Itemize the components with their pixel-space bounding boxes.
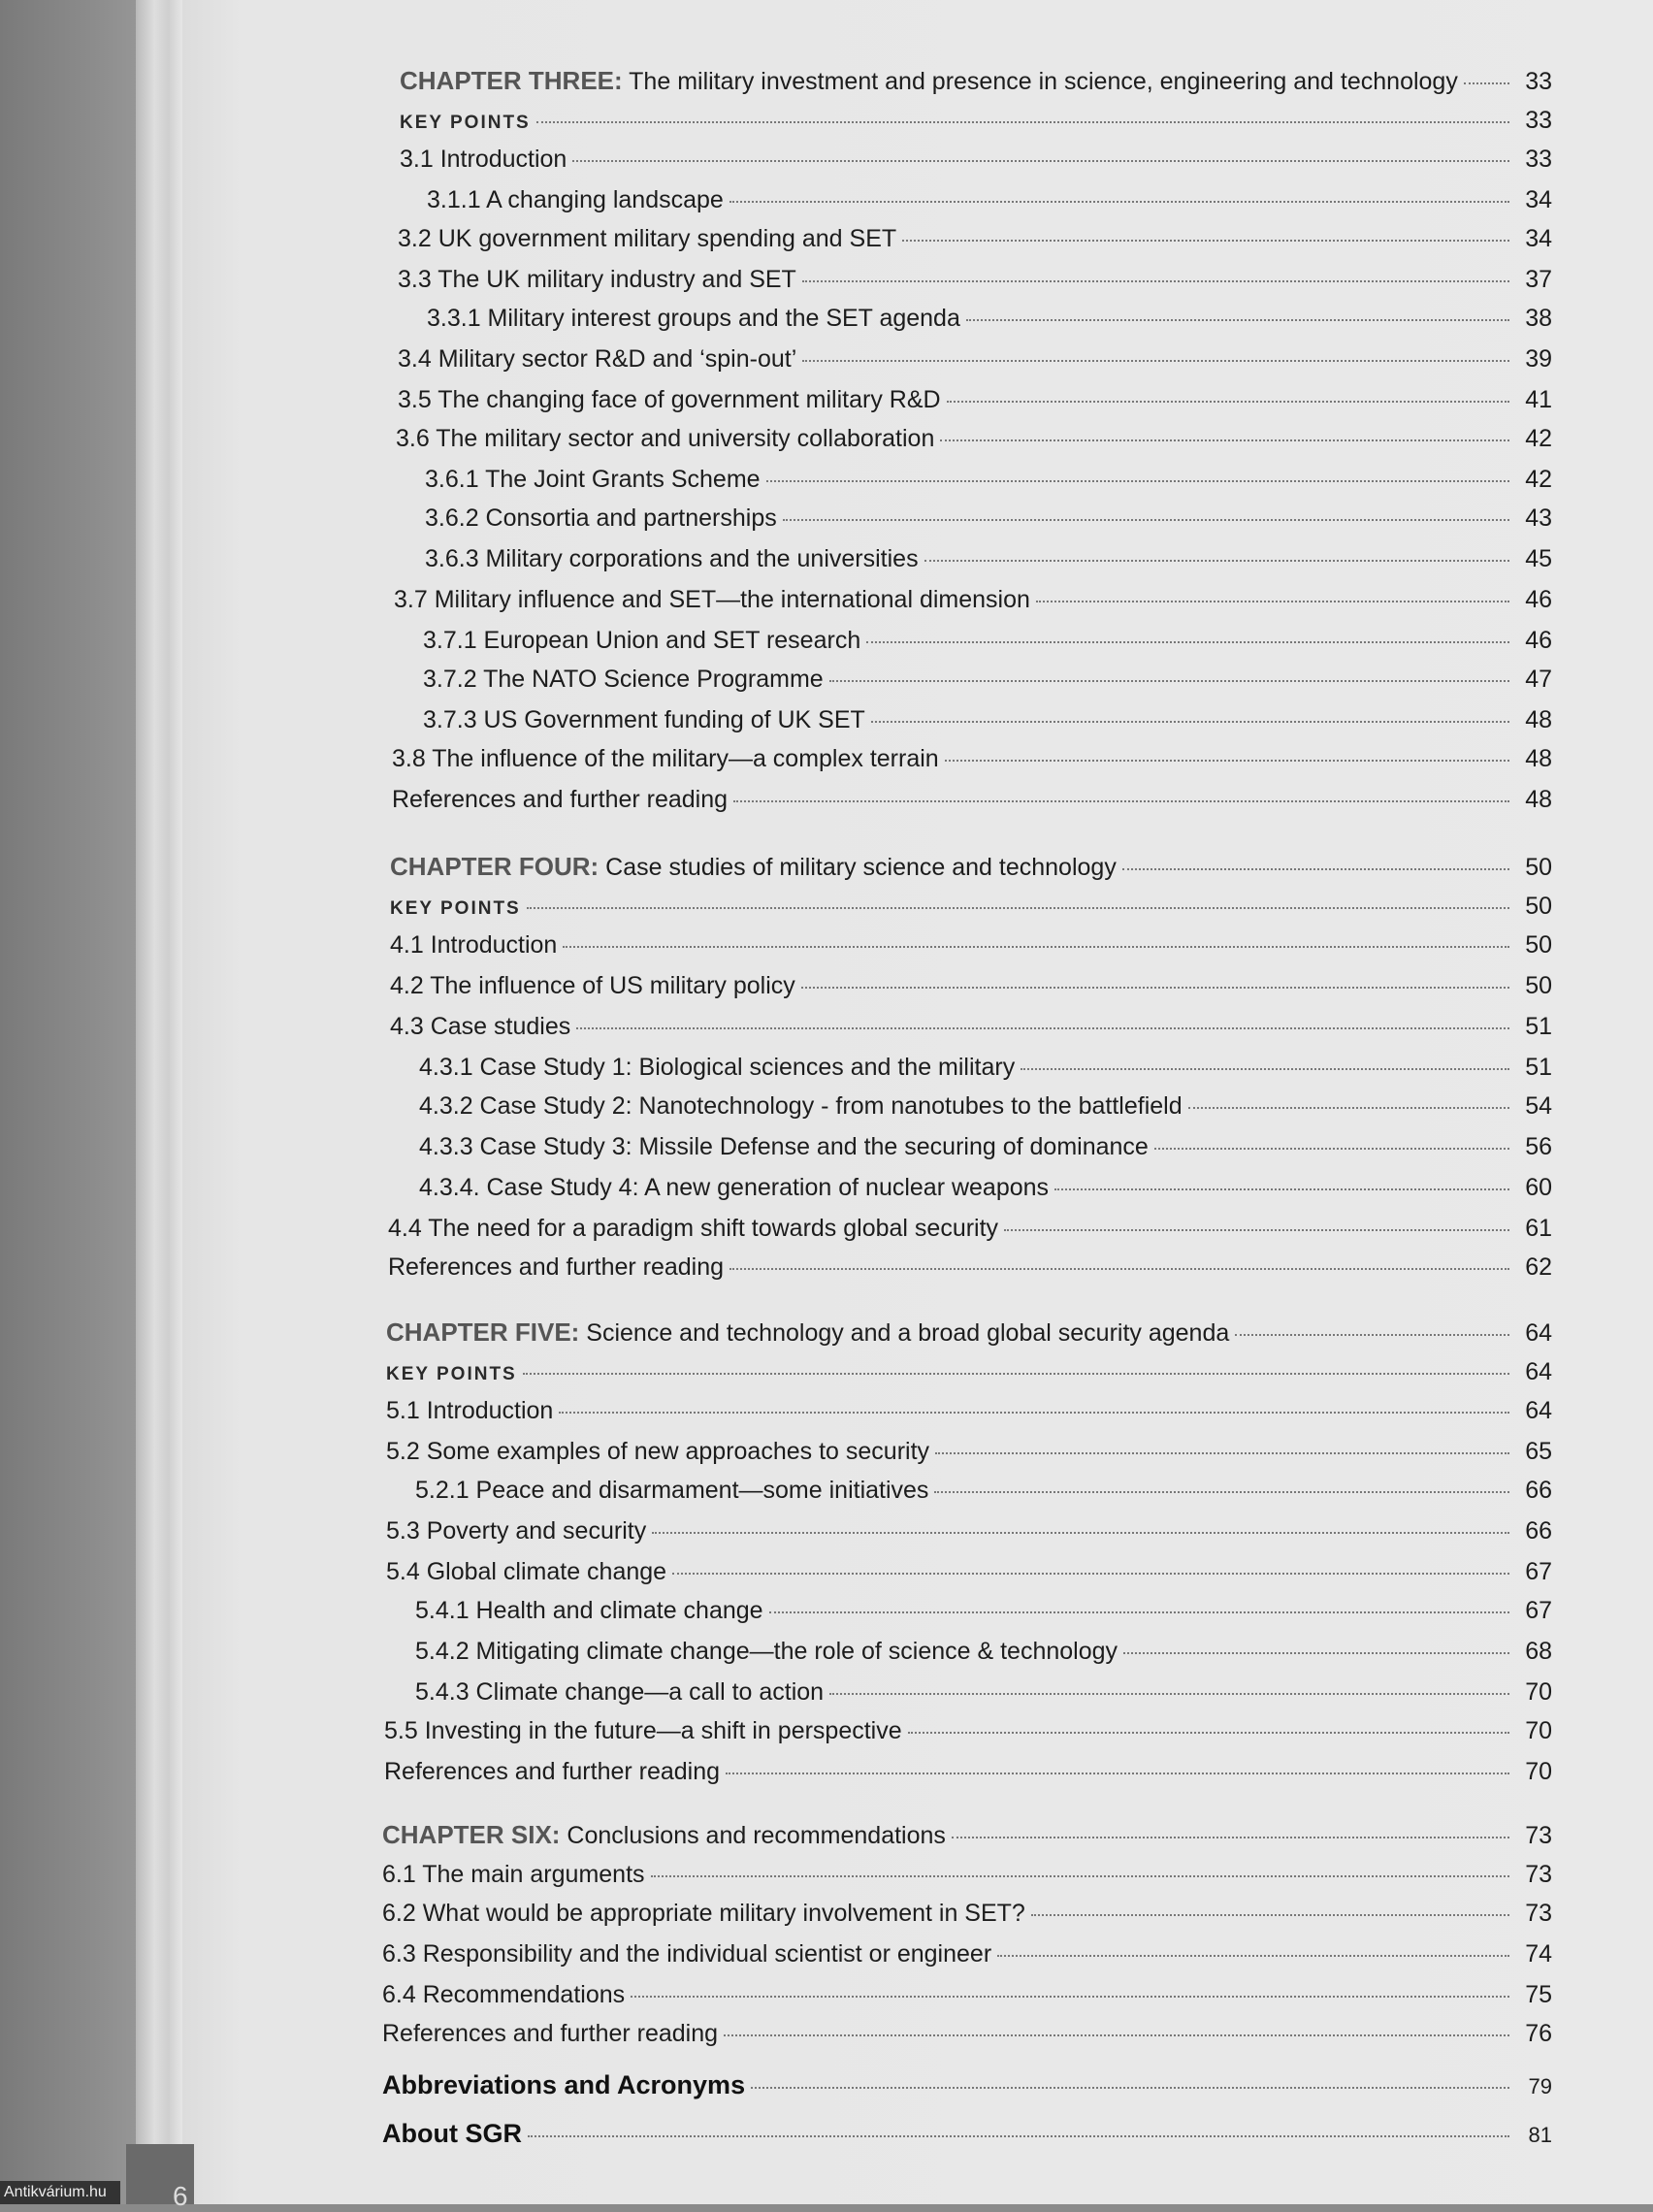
toc-entry-label: 5.2 Some examples of new approaches to security: [386, 1438, 930, 1465]
dot-leader: [1123, 1652, 1509, 1654]
toc-entry-row[interactable]: [392, 786, 1552, 814]
toc-page-number: 70: [1525, 1717, 1552, 1744]
toc-page-number: 60: [1525, 1174, 1552, 1201]
toc-chapter-row[interactable]: [390, 852, 1552, 882]
watermark: Antikvárium.hu: [0, 2181, 120, 2204]
dot-leader: [729, 201, 1509, 203]
toc-entry-label: 5.3 Poverty and security: [386, 1517, 647, 1545]
toc-entry-label: [400, 66, 1458, 96]
toc-entry-row[interactable]: [415, 1597, 1552, 1625]
toc-page-number: 66: [1525, 1477, 1552, 1504]
toc-entry-row[interactable]: [386, 1558, 1552, 1586]
toc-page-number: 38: [1525, 305, 1552, 332]
dot-leader: [724, 2034, 1509, 2036]
dot-leader: [528, 2135, 1509, 2137]
toc-page-number: 48: [1525, 786, 1552, 813]
toc-entry-row[interactable]: [386, 1438, 1552, 1466]
dot-leader: [1004, 1229, 1509, 1231]
dot-leader: [935, 1452, 1509, 1454]
toc-entry-label: 4.3.4. Case Study 4: A new generation of nuclear weapons: [419, 1174, 1050, 1201]
toc-page-number: 64: [1525, 1397, 1552, 1424]
toc-entry-label: 5.4.3 Climate change—a call to action: [415, 1678, 825, 1706]
toc-entry-row[interactable]: [419, 1092, 1552, 1121]
toc-entry-row[interactable]: [382, 1861, 1552, 1889]
toc-page-number: 73: [1525, 1822, 1552, 1849]
toc-page-number: 37: [1525, 266, 1552, 293]
toc-chapter-row[interactable]: [386, 1317, 1552, 1348]
toc-page-number: 50: [1525, 854, 1552, 881]
toc-entry-row[interactable]: [382, 2119, 1552, 2149]
dot-leader: [536, 121, 1509, 123]
toc-entry-row[interactable]: [398, 225, 1552, 253]
toc-entry-label: 3.5 The changing face of government military R&D: [398, 386, 941, 413]
toc-entry-label: 3.2 UK government military spending and SET: [398, 225, 897, 252]
toc-page-number: 66: [1525, 1517, 1552, 1545]
page-number: 6: [173, 2181, 188, 2211]
toc-entry-row[interactable]: [398, 266, 1552, 294]
toc-page-number: 76: [1525, 2020, 1552, 2047]
toc-page-number: 51: [1525, 1054, 1552, 1081]
dot-leader: [966, 319, 1509, 321]
dot-leader: [940, 439, 1509, 441]
toc-entry-row[interactable]: [382, 1981, 1552, 2009]
toc-entry-label: 4.3 Case studies: [390, 1013, 571, 1040]
dot-leader: [1188, 1107, 1509, 1109]
toc-entry-label: 4.3.3 Case Study 3: Missile Defense and the securing of dominance: [419, 1133, 1149, 1160]
toc-page-number: 62: [1525, 1253, 1552, 1281]
toc-entry-row[interactable]: [400, 146, 1552, 174]
dot-leader: [559, 1412, 1509, 1414]
toc-chapter-row[interactable]: [400, 66, 1552, 96]
toc-entry-label: 3.6 The military sector and university collaboration: [396, 425, 935, 452]
dot-leader: [924, 560, 1509, 562]
toc-page-number: 33: [1525, 68, 1552, 95]
dot-leader: [527, 907, 1509, 909]
toc-page-number: 81: [1528, 2123, 1552, 2147]
chapter-heading: CHAPTER THREE:: [400, 66, 623, 95]
toc-page-number: 73: [1525, 1861, 1552, 1888]
toc-entry-row[interactable]: [423, 666, 1552, 694]
toc-page-number: 61: [1525, 1215, 1552, 1242]
toc-page-number: 67: [1525, 1558, 1552, 1585]
toc-page-number: 74: [1525, 1940, 1552, 1968]
toc-page-number: 64: [1525, 1358, 1552, 1385]
toc-entry-label: 3.7.3 US Government funding of UK SET: [423, 706, 865, 733]
chapter-heading: CHAPTER FOUR:: [390, 852, 600, 881]
toc-page-number: 79: [1528, 2074, 1552, 2098]
toc-entry-row[interactable]: [425, 466, 1552, 494]
toc-page-number: 70: [1525, 1678, 1552, 1706]
dot-leader: [902, 240, 1509, 242]
toc-entry-label: 6.4 Recommendations: [382, 1981, 626, 2008]
dot-leader: [934, 1491, 1509, 1493]
toc-page-number: 75: [1525, 1981, 1552, 2008]
toc-entry-label: 5.4.2 Mitigating climate change—the role of science & technology: [415, 1638, 1118, 1665]
toc-entry-row[interactable]: [388, 1253, 1552, 1282]
chapter-title: The military investment and presence in science, engineering and technology: [622, 68, 1458, 95]
chapter-heading: CHAPTER SIX:: [382, 1820, 561, 1849]
chapter-title: Case studies of military science and technology: [599, 854, 1117, 881]
dot-leader: [945, 760, 1509, 762]
dot-leader: [729, 1268, 1509, 1270]
toc-entry-row[interactable]: [386, 1397, 1552, 1425]
toc-entry-label: 5.5 Investing in the future—a shift in perspective: [384, 1717, 902, 1744]
toc-page-number: 46: [1525, 627, 1552, 654]
toc-entry-row[interactable]: [382, 1940, 1552, 1968]
dot-leader: [829, 680, 1509, 682]
toc-key-points-row[interactable]: [386, 1358, 1552, 1386]
dot-leader: [947, 401, 1509, 403]
toc-entry-row[interactable]: [423, 627, 1552, 655]
dot-leader: [726, 1773, 1509, 1774]
toc-entry-label: 3.7.1 European Union and SET research: [423, 627, 861, 654]
toc-entry-row[interactable]: [384, 1717, 1552, 1745]
toc-entry-label: 5.4 Global climate change: [386, 1558, 667, 1585]
dot-leader: [997, 1955, 1509, 1957]
toc-page-number: 34: [1525, 225, 1552, 252]
toc-key-points-row[interactable]: [390, 893, 1552, 921]
toc-entry-row[interactable]: [382, 2020, 1552, 2048]
toc-entry-label: KEY POINTS: [400, 113, 531, 133]
toc-entry-label: 3.8 The influence of the military—a complex terrain: [392, 745, 939, 772]
toc-page-number: 41: [1525, 386, 1552, 413]
toc-entry-label: [386, 1317, 1229, 1348]
toc-entry-row[interactable]: [419, 1174, 1552, 1202]
toc-page-number: 45: [1525, 545, 1552, 572]
toc-page-number: 56: [1525, 1133, 1552, 1160]
toc-entry-row[interactable]: [423, 706, 1552, 734]
toc-page-number: 33: [1525, 146, 1552, 173]
toc-entry-label: [390, 852, 1117, 882]
toc-entry-row[interactable]: [415, 1638, 1552, 1666]
dot-leader: [652, 1532, 1509, 1534]
toc-entry-row[interactable]: [425, 504, 1552, 533]
chapter-heading: CHAPTER FIVE:: [386, 1317, 580, 1347]
toc-page-number: 33: [1525, 107, 1552, 134]
toc-chapter-row[interactable]: [382, 1820, 1552, 1850]
toc-entry-row[interactable]: [390, 931, 1552, 960]
toc-entry-label: 3.6.2 Consortia and partnerships: [425, 504, 777, 532]
toc-page-number: 43: [1525, 504, 1552, 532]
dot-leader: [733, 800, 1509, 802]
toc-entry-label: 3.3 The UK military industry and SET: [398, 266, 796, 293]
chapter-title: Conclusions and recommendations: [560, 1822, 946, 1849]
toc-entry-label: 6.1 The main arguments: [382, 1861, 645, 1888]
toc-page-number: 47: [1525, 666, 1552, 693]
dot-leader: [1235, 1334, 1509, 1336]
toc-page-number: 50: [1525, 931, 1552, 959]
toc-entry-label: 4.2 The influence of US military policy: [390, 972, 795, 999]
dot-leader: [1031, 1914, 1509, 1916]
toc-page-number: 48: [1525, 706, 1552, 733]
toc-page-number: 39: [1525, 345, 1552, 373]
toc-page-number: 46: [1525, 586, 1552, 613]
toc-entry-row[interactable]: [425, 545, 1552, 573]
dot-leader: [783, 519, 1509, 521]
toc-entry-row[interactable]: [396, 425, 1552, 453]
toc-page-number: 67: [1525, 1597, 1552, 1624]
dot-leader: [866, 641, 1509, 643]
toc-entry-row[interactable]: [388, 1215, 1552, 1243]
toc-entry-row[interactable]: [419, 1133, 1552, 1161]
toc-entry-row[interactable]: [398, 386, 1552, 414]
toc-page-number: 34: [1525, 186, 1552, 213]
toc-entry-label: 3.3.1 Military interest groups and the SET agenda: [427, 305, 960, 332]
toc-page-number: 73: [1525, 1900, 1552, 1927]
toc-entry-row[interactable]: [390, 972, 1552, 1000]
toc-entry-label: 3.1 Introduction: [400, 146, 567, 173]
toc-entry-label: [382, 1820, 946, 1850]
toc-key-points-row[interactable]: [400, 107, 1552, 135]
dot-leader: [576, 1027, 1509, 1029]
toc-entry-row[interactable]: [427, 186, 1552, 214]
toc-page-number: 70: [1525, 1758, 1552, 1785]
toc-entry-row[interactable]: [427, 305, 1552, 333]
toc-entry-label: 6.2 What would be appropriate military involvement in SET?: [382, 1900, 1025, 1927]
toc-page-number: 42: [1525, 425, 1552, 452]
toc-entry-label: 3.7 Military influence and SET—the international dimension: [394, 586, 1030, 613]
chapter-title: Science and technology and a broad global security agenda: [579, 1319, 1230, 1347]
toc-entry-label: 3.1.1 A changing landscape: [427, 186, 724, 213]
dot-leader: [769, 1611, 1509, 1613]
toc-entry-label: KEY POINTS: [386, 1364, 517, 1384]
toc-page-number: 42: [1525, 466, 1552, 493]
dot-leader: [908, 1732, 1509, 1734]
toc-entry-label: References and further reading: [382, 2020, 719, 2047]
toc-entry-label: About SGR: [382, 2119, 522, 2148]
toc-entry-row[interactable]: [419, 1054, 1552, 1082]
toc-entry-label: 4.1 Introduction: [390, 931, 558, 959]
dot-leader: [563, 946, 1509, 948]
toc-entry-label: 3.4 Military sector R&D and ‘spin-out’: [398, 345, 797, 373]
toc-entry-label: 5.2.1 Peace and disarmament—some initiatives: [415, 1477, 929, 1504]
toc-entry-label: Abbreviations and Acronyms: [382, 2070, 746, 2099]
dot-leader: [1154, 1148, 1509, 1150]
dot-leader: [1122, 868, 1509, 870]
toc-entry-row[interactable]: [382, 1900, 1552, 1928]
dot-leader: [829, 1693, 1509, 1695]
toc-entry-label: 3.7.2 The NATO Science Programme: [423, 666, 824, 693]
toc-page-number: 64: [1525, 1319, 1552, 1347]
dot-leader: [1036, 601, 1509, 602]
toc-page-number: 51: [1525, 1013, 1552, 1040]
dot-leader: [651, 1875, 1509, 1877]
toc-entry-label: KEY POINTS: [390, 898, 521, 919]
dot-leader: [631, 1996, 1509, 1998]
dot-leader: [523, 1373, 1509, 1375]
dot-leader: [1054, 1188, 1509, 1190]
toc-page-number: 65: [1525, 1438, 1552, 1465]
dot-leader: [801, 987, 1509, 989]
toc-entry-label: 4.3.1 Case Study 1: Biological sciences and the military: [419, 1054, 1016, 1081]
toc-entry-label: 4.3.2 Case Study 2: Nanotechnology - from nanotubes to the battlefield: [419, 1092, 1183, 1120]
toc-entry-label: 6.3 Responsibility and the individual scientist or engineer: [382, 1940, 992, 1968]
dot-leader: [802, 360, 1509, 362]
toc-entry-label: References and further reading: [388, 1253, 725, 1281]
dot-leader: [766, 480, 1509, 482]
toc-page-number: 68: [1525, 1638, 1552, 1665]
toc-entry-row[interactable]: [384, 1758, 1552, 1786]
toc-entry-label: 3.6.3 Military corporations and the universities: [425, 545, 919, 572]
toc-page-number: 50: [1525, 972, 1552, 999]
toc-entry-row[interactable]: [392, 745, 1552, 773]
toc-page-number: 50: [1525, 893, 1552, 920]
dot-leader: [751, 2087, 1509, 2089]
toc-entry-label: 5.1 Introduction: [386, 1397, 554, 1424]
toc-entry-row[interactable]: [415, 1678, 1552, 1707]
dot-leader: [672, 1573, 1509, 1575]
toc-entry-row[interactable]: [382, 2070, 1552, 2100]
dot-leader: [802, 280, 1509, 282]
toc-entry-label: References and further reading: [392, 786, 729, 813]
toc-entry-row[interactable]: [386, 1517, 1552, 1545]
toc-entry-row[interactable]: [415, 1477, 1552, 1505]
dot-leader: [1464, 82, 1509, 84]
toc-entry-label: References and further reading: [384, 1758, 721, 1785]
toc-entry-label: 3.6.1 The Joint Grants Scheme: [425, 466, 761, 493]
toc-entry-label: 5.4.1 Health and climate change: [415, 1597, 763, 1624]
toc-entry-row[interactable]: [394, 586, 1552, 614]
toc-entry-row[interactable]: [398, 345, 1552, 374]
toc-entry-label: 4.4 The need for a paradigm shift towards global security: [388, 1215, 999, 1242]
dot-leader: [952, 1837, 1509, 1838]
dot-leader: [572, 160, 1509, 162]
dot-leader: [871, 721, 1509, 723]
dot-leader: [1021, 1068, 1509, 1070]
toc-page-number: 54: [1525, 1092, 1552, 1120]
toc-entry-row[interactable]: [390, 1013, 1552, 1041]
toc-page-number: 48: [1525, 745, 1552, 772]
